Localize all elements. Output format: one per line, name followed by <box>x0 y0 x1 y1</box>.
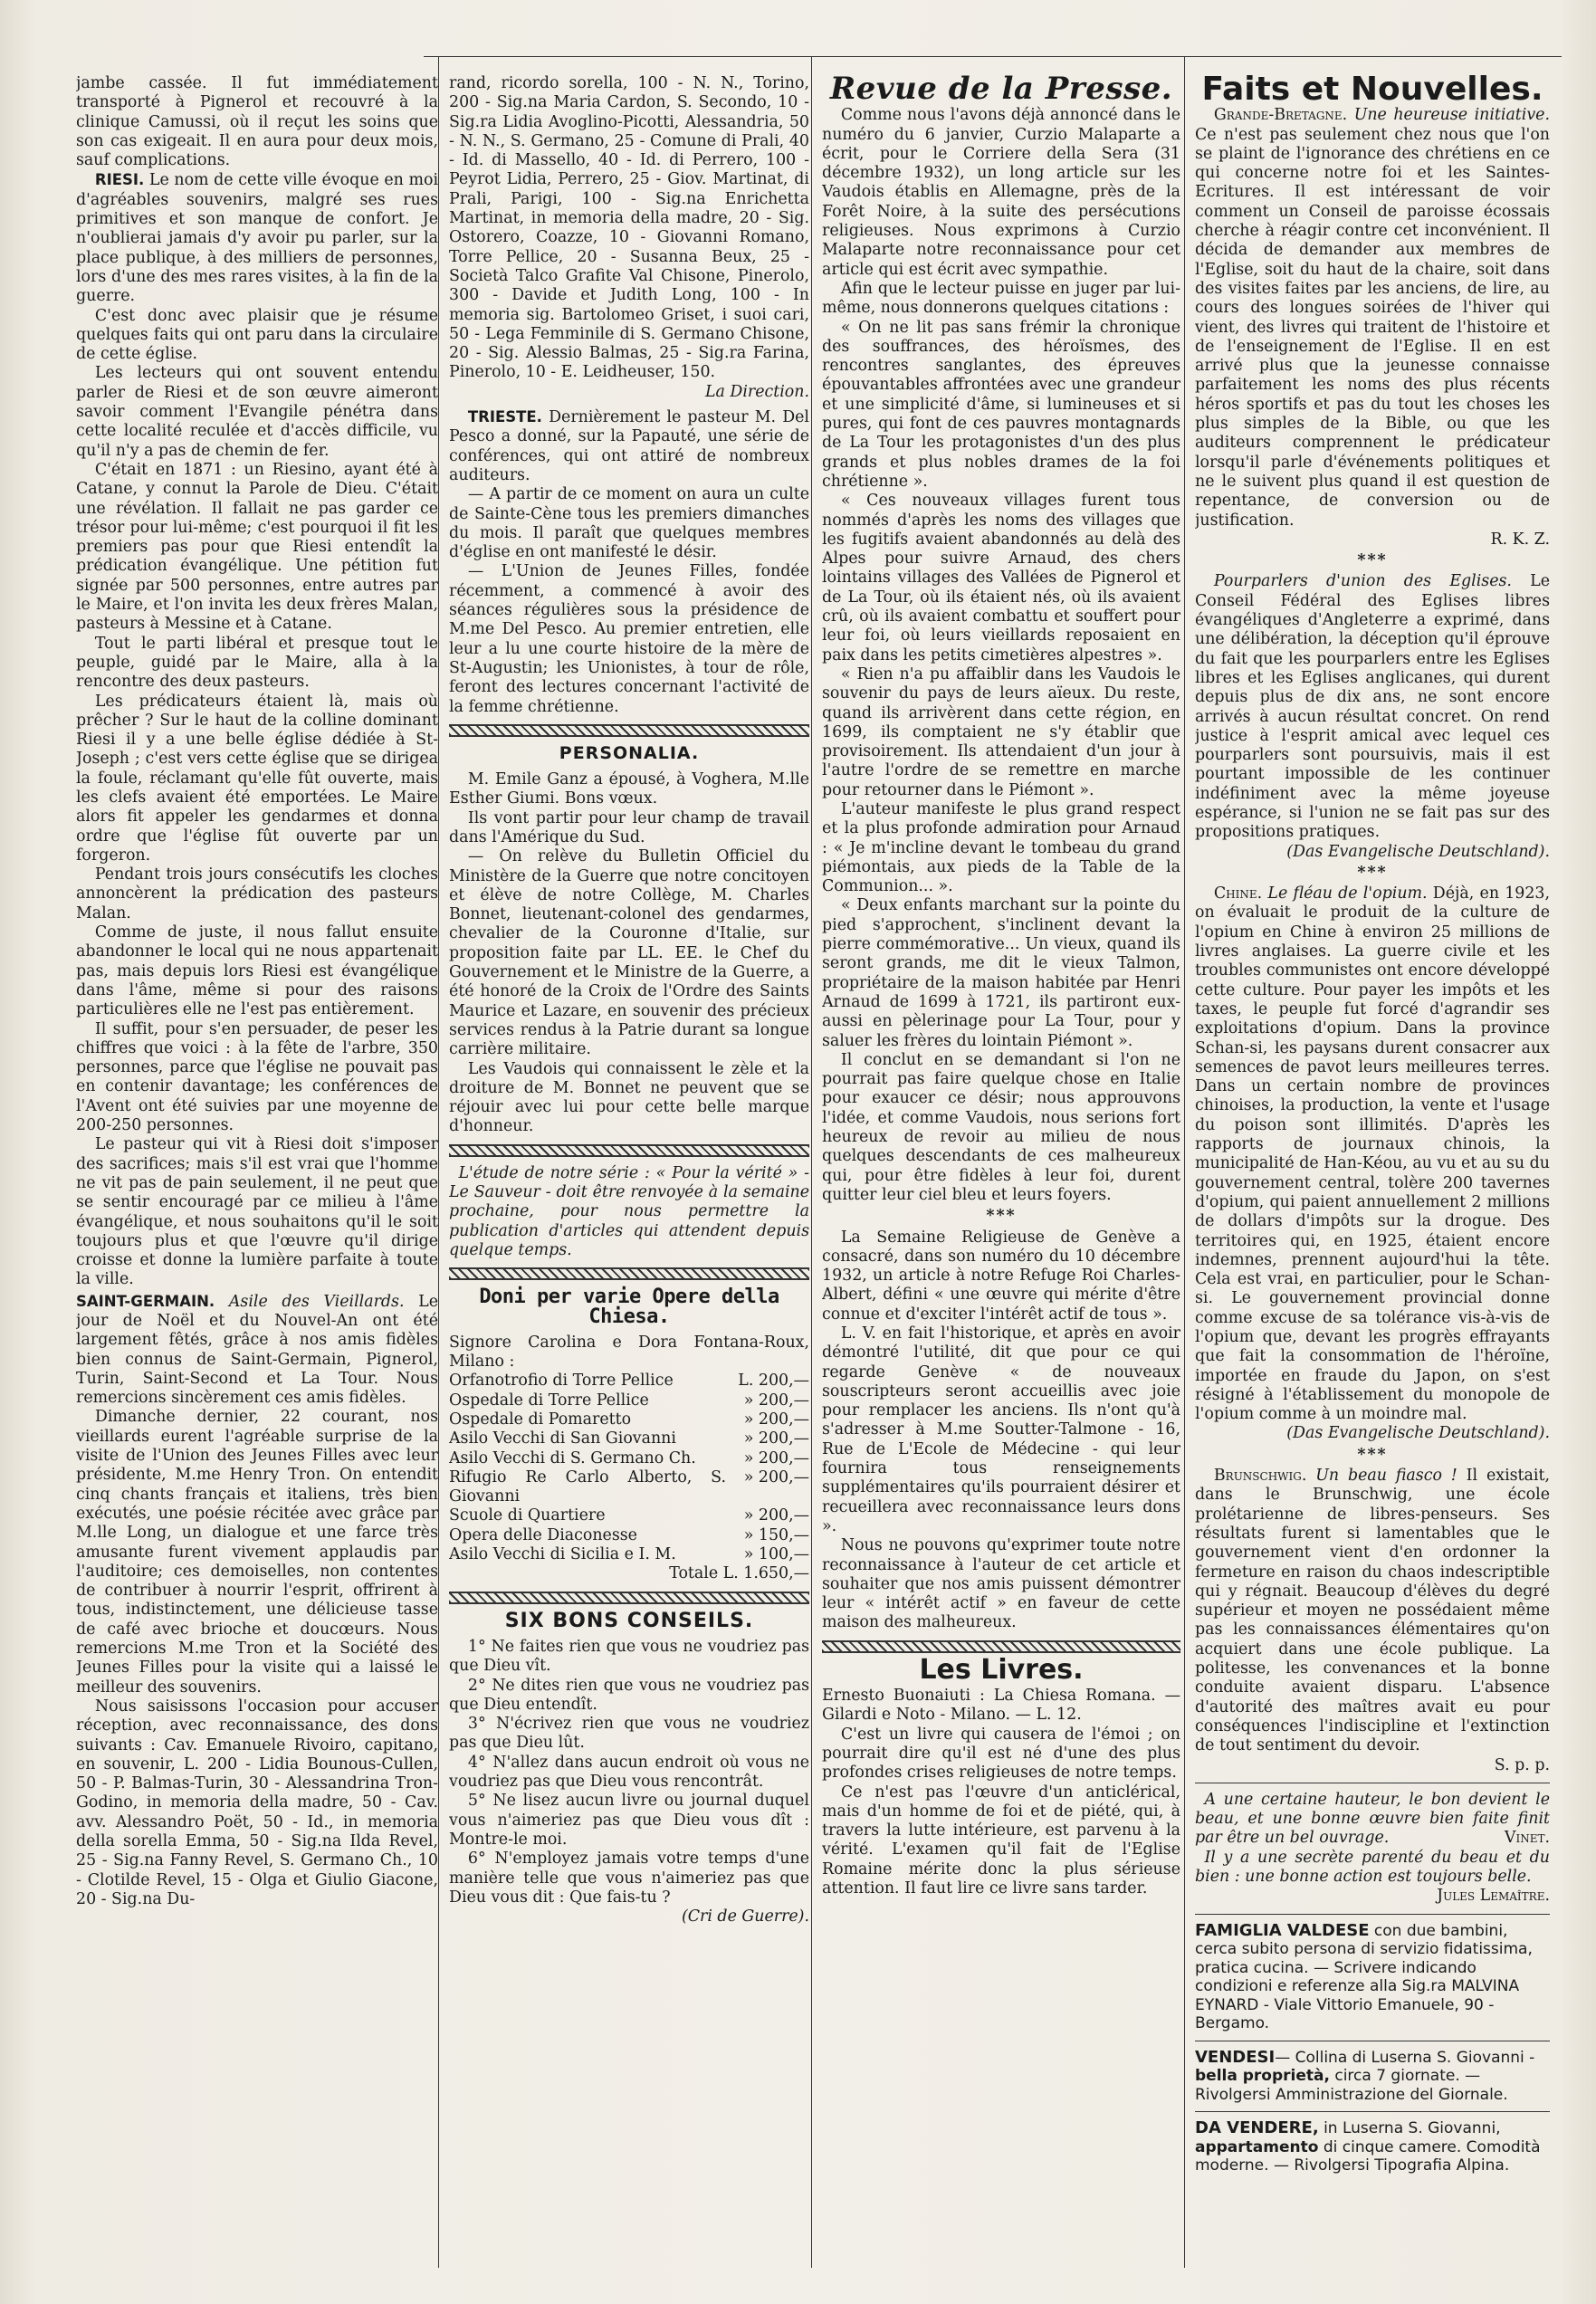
doni-total: Totale L. 1.650,— <box>669 1564 809 1583</box>
personalia-paragraph: M. Emile Ganz a épousé, à Voghera, M.lle Esther Giumi. Bons vœux. <box>449 770 809 808</box>
source-citation: (Das Evangelische Deutschland). <box>1286 1424 1550 1443</box>
conseil-item: 5° Ne lisez aucun livre ou journal duquel vous n'aimeriez pas que Dieu vous dît : Montre-le moi. <box>449 1792 809 1849</box>
news-item <box>1195 884 1550 1424</box>
revue-paragraph: « Deux enfants marchant sur la pointe du pied s'approchent, s'inclinent devant la pierre commémorative... Un vieux, quand ils seront grands, me dit le vieux Talmon, propriétaire de la maison habitée par Henri Arnaud de 1699 à 1721, ils partiront eux-aussi en pèlerinage pour La Tour, pour y saluer les frères du lointain Piémont ». <box>822 896 1180 1050</box>
doni-recipient: Scuole di Quartiere <box>449 1506 606 1525</box>
doni-row <box>449 1506 809 1525</box>
section-heading-six-conseils: SIX BONS CONSEILS. <box>504 1609 754 1632</box>
riesi-paragraph: Le pasteur qui vit à Riesi doit s'imposer des sacrifices; mais s'il est vrai que l'homme ne vit pas de pain seulement, il ne peut que se sentir encouragé par ce milieu à l'âme évangélique, et nous souhaitons qu'il le soit toujours plus et que l'œuvre qu'il dirige croisse et donne la lumière parfaite à toute la ville. <box>76 1135 438 1289</box>
section-heading-faits: Faits et Nouvelles. <box>1201 74 1543 108</box>
place-name-grande-bretagne: Grande-Bretagne. <box>1213 106 1348 125</box>
revue-paragraph: L. V. en fait l'historique, et après en avoir démontré l'utilité, dit que pour ce qui regarde Genève « de nouveaux souscripteurs seront accueillis avec joie pour remplacer les anciens. Ils n'ont qu'à s'adresser à M.me Soutter-Talmone - 16, Rue de L'Ecole de Médecine - qui leur fournira tous renseignements supplémentaires qu'ils pourraient désirer et recueillera avec reconnaissance leurs dons ». <box>822 1324 1180 1535</box>
ad-emphasis: bella proprietà, <box>1195 2067 1330 2086</box>
article-continuation: jambe cassée. Il fut immédiatement transporté à Pignerol et recouvré à la clinique Camussi, où il reçut les soins que son cas exigeait. Il en aura pour deux mois, sauf complications. <box>76 74 438 170</box>
section-heading-personalia: PERSONALIA. <box>559 742 700 763</box>
riesi-paragraph: C'était en 1871 : un Riesino, ayant été à Catane, y connut la Parole de Dieu. C'était une révélation. Il fallait ne pas garder ce trésor pour lui-même; c'est pourquoi il fit les premiers pas pour que Riesi entendît la prédication évangélique. Une pétition fut signée par 500 personnes, entre autres par le Maire, et l'on invita les deux frères Malan, pasteurs à Messine et à Catane. <box>76 460 438 634</box>
section-heading-livres: Les Livres. <box>919 1653 1084 1686</box>
news-item <box>1195 1467 1550 1755</box>
article-title: Asile des Vieillards. <box>228 1292 405 1311</box>
saint-germain-lead <box>76 1292 438 1409</box>
signature: R. K. Z. <box>1490 530 1550 549</box>
revue-paragraph: La Semaine Religieuse de Genève a consacré, dans son numéro du 10 décembre 1932, un article à notre Refuge Roi Charles-Albert, défini « une œuvre qui mérite d'être connue et d'exciter l'intérêt actif de tous ». <box>822 1228 1180 1324</box>
riesi-paragraph: Pendant trois jours consécutifs les cloches annoncèrent la prédication des pasteurs Malan. <box>76 865 438 923</box>
column-2 <box>449 74 809 2268</box>
news-title: Un beau fiasco ! <box>1315 1467 1457 1486</box>
conseils-list <box>449 1638 809 1907</box>
ad-heading: VENDESI <box>1195 2047 1276 2067</box>
signature: S. p. p. <box>1494 1755 1550 1774</box>
doni-recipient: Orfanotrofio di Torre Pellice <box>449 1372 674 1391</box>
source-citation: (Cri de Guerre). <box>681 1907 809 1926</box>
riesi-paragraph: Les lecteurs qui ont souvent entendu parler de Riesi et de son œuvre aimeront savoir comment l'Evangile pénétra dans cette localité reculée et d'accès difficile, vu qu'il n'y a pas de chemin de fer. <box>76 364 438 460</box>
ad-text: con due bambini, cerca subito persona di servizio fidatissima, pratica cucina. — Scrivere indicando condizioni e referenze alla Sig.ra MALVINA EYNARD - Viale Vittorio Emanuele, 90 - Bergamo. <box>1195 1921 1533 2033</box>
book-reference: Ernesto Buonaiuti : La Chiesa Romana. — Gilardi e Noto - Milano. — L. 12. <box>822 1687 1180 1725</box>
doni-amount: » 200,— <box>743 1467 809 1487</box>
conseil-item: 2° Ne dites rien que vous ne voudriez pas que Dieu entendît. <box>449 1676 809 1714</box>
ad-text: di cinque camere. Comodità moderne. — Rivolgersi Tipografia Alpina. <box>1195 2137 1541 2175</box>
ad-heading: DA VENDERE, <box>1195 2118 1319 2138</box>
doni-recipient: Asilo Vecchi di S. Germano Ch. <box>449 1448 696 1467</box>
quotation <box>1195 1849 1550 1888</box>
top-rule <box>424 56 1562 57</box>
trieste-lead <box>449 407 809 485</box>
news-item <box>1195 572 1550 842</box>
ad-text: circa 7 giornate. — Rivolgersi Amministrazione del Giornale. <box>1195 2067 1508 2104</box>
trieste-paragraph: — A partir de ce moment on aura un culte de Sainte-Cène tous les premiers dimanches du mois. Il paraît que quelques membres d'église en ont manifesté le désir. <box>449 485 809 562</box>
personalia-paragraph: Les Vaudois qui connaissent le zèle et la droiture de M. Bonnet ne peuvent que se réjouir avec lui pour cette belle marque d'honneur. <box>449 1059 809 1136</box>
personalia-paragraph: Ils vont partir pour leur champ de travail dans l'Amérique du Sud. <box>449 808 809 846</box>
doni-amount: » 150,— <box>743 1525 809 1544</box>
revue-paragraph: L'auteur manifeste le plus grand respect et la plus profonde admiration pour Arnaud : « Je m'incline devant le tombeau du grand piémontais, aux pieds de la Table de la Communion... ». <box>822 799 1180 896</box>
revue-paragraph: « Ces nouveaux villages furent tous nommés d'après les noms des villages que les fugitifs avaient abandonnés au delà des Alpes pour suivre Arnaud, des chers lointains villages des Vallées de Pignerol et de La Tour, où ils étaient nés, où ils avaient crû, où ils avaient combattu et souffert pour leur foi, où leurs vieillards reposaient en paix dans les petits cimetières alpestres ». <box>822 492 1180 664</box>
ornamental-divider <box>449 724 809 737</box>
place-name-trieste: TRIESTE. <box>467 408 542 426</box>
column-rule-2 <box>811 56 812 2268</box>
news-text: Déjà, en 1923, on évaluait le produit de la culture de l'opium en Chine à environ 25 millions de livres anglaises. La guerre civile et les troubles communistes ont encore développé cette culture. Pour payer les impôts et les taxes, le peuple fut forcé d'agrandir ses exploitations d'opium. Dans la province Schan-si, les paysans durent consacrer aux semences de pavot leurs meilleures terres. Dans un certain nombre de provinces chinoises, la production, la vente et l'usage du poison sont illimités. D'après les rapports de journaux chinois, la municipalité de Han-Kéou, au vu et au su du gouvernement central, tolère 200 tavernes d'opium, qui paient annuellement 2 millions de dollars d'impôts sur la drogue. Des territoires qui, en 1925, étaient encore indemnes, prennent aujourd'hui la tête. Cela est vrai, en particulier, pour le Schan-si. Le gouvernement provincial donne comme excuse de sa tolérance vis-à-vis de l'opium que, devant les progrès effrayants que fait la consommation de l'héroïne, importée en fraude du Japon, on s'est résigné à l'établissement du monopole de l'opium comme à un moindre mal. <box>1195 884 1550 1424</box>
doni-row <box>449 1468 809 1507</box>
doni-recipient: Rifugio Re Carlo Alberto, S. Giovanni <box>449 1467 726 1506</box>
conseil-item: 1° Ne faites rien que vous ne voudriez pas que Dieu vît. <box>449 1637 809 1676</box>
place-name-brunschwig: Brunschwig. <box>1213 1467 1307 1486</box>
section-stars: *** <box>1357 1445 1388 1464</box>
riesi-paragraph: Le nom de cette ville évoque en moi d'agréables souvenirs, malgré ses rues primitives et son manque de confort. Je n'oublierai jamais d'y avoir pu parler, sur la place publique, à des milliers de personnes, lors d'une des mes rares visites, à la fin de la guerre. <box>76 171 438 306</box>
doni-row <box>449 1545 809 1564</box>
quotation-author: Jules Lemaître. <box>1437 1887 1550 1906</box>
classified-ad-famiglia <box>1195 1922 1550 2033</box>
revue-paragraph: Afin que le lecteur puisse en juger par lui-même, nous donnerons quelques citations : <box>822 279 1180 318</box>
saint-germain-paragraph: Nous saisissons l'occasion pour accuser réception, avec reconnaissance, des dons suivants : Cav. Emanuele Rivoiro, capitano, en souvenir, L. 200 - Lidia Bounous-Cullen, 50 - P. Balmas-Turin, 30 - Alessandrina Tron-Godino, in memoria della madre, 50 - Cav. avv. Alessandro Poët, 50 - Id., in memoria della sorella Emma, 50 - Sig.na Ilda Revel, 25 - Sig.na Fanny Revel, S. Germano Ch., 10 - Clotilde Revel, 15 - Olga et Giulio Giacone, 20 - Sig.na Du- <box>76 1697 438 1908</box>
column-rule-1 <box>438 56 439 2268</box>
section-heading-revue: Revue de la Presse. <box>829 74 1173 107</box>
editorial-notice: L'étude de notre série : « Pour la vérité » - Le Sauveur - doit être renvoyée à la semaine prochaine, pour nous permettre la publication d'articles qui attendent depuis quelque temps. <box>449 1163 809 1259</box>
ad-text: in Luserna S. Giovanni, <box>1318 2119 1501 2138</box>
ad-text: — Collina di Luserna S. Giovanni - <box>1275 2048 1535 2067</box>
classified-ad-da-vendere <box>1195 2119 1550 2175</box>
section-heading-doni: Doni per varie Opere della Chiesa. <box>479 1286 779 1328</box>
ornamental-divider <box>449 1144 809 1157</box>
saint-germain-paragraph: Dimanche dernier, 22 courant, nos vieillards eurent l'agréable surprise de la visite de l'Union des Jeunes Filles avec leur présidente, M.me Henry Tron. On entendit cinq chants français et italiens, très bien exécutés, une poésie récitée avec grâce par M.lle Long, un dialogue et une farce très amusante furent vivement applaudis par l'auditoire; ces demoiselles, non contentes de contribuer à nourrir l'esprit, offrirent à tous, indistinctement, une délicieuse tasse de café avec brioche et doucœurs. Nous remercions M.me Tron et la Société des Jeunes Filles pour la visite qui a laissé le meilleur des souvenirs. <box>76 1408 438 1697</box>
livres-paragraph: Ce n'est pas l'œuvre d'un anticlérical, mais d'un homme de foi et de piété, qui, à travers la lutte intérieure, est parvenu à la vérité. L'examen qu'il fait de l'Eglise Romaine mérite donc la plus sérieuse attention. Il faut lire ce livre sans tarder. <box>822 1783 1180 1898</box>
classified-ad-vendesi <box>1195 2049 1550 2105</box>
revue-paragraph: « On ne lit pas sans frémir la chronique des souffrances, des héroïsmes, des rencontres sanglantes, des épreuves épouvantables affrontées avec une grandeur et une simplicité d'âme, si lumineuses et si pures, qui font de ces pauvres montagnards de La Tour les protagonistes d'un des plus grands et plus nobles drames de la foi chrétienne ». <box>822 318 1180 491</box>
column-rule-3 <box>1184 56 1185 2268</box>
divider-line <box>1195 1914 1550 1915</box>
news-item <box>1195 106 1550 531</box>
ornamental-divider <box>822 1640 1180 1653</box>
doni-recipient: Asilo Vecchi di Sicilia e I. M. <box>449 1545 676 1564</box>
news-text: Il existait, dans le Brunschwig, une école prolétarienne de libres-penseurs. Ses résultats furent si lamentables que le gouvernement vient d'en ordonner la fermeture en raison du chaos indescriptible qui y régnait. Beaucoup d'élèves du degré supérieur et moyen ne possédaient même pas les connaissances élémentaires qu'on acquiert dans une école publique. La politesse, les convenances et la bonne conduite avaient disparu. L'absence d'autorité des maîtres avait eu pour conséquences l'indiscipline et l'extinction de tout sentiment du devoir. <box>1195 1467 1550 1755</box>
news-title: Pourparlers d'union des Eglises. <box>1213 572 1512 591</box>
news-text: Le Conseil Fédéral des Eglises libres évangéliques d'Angleterre a exprimé, dans une délibération, la déception qu'il éprouve du fait que les pourparlers entre les Eglises libres et les Eglises anglicanes, qui durent depuis plus de dix ans, ne sont encore arrivés à aucun résultat concret. On rend justice à l'esprit amical avec lequel ces pourparlers sont poursuivis, mais il est pourtant impossible de les continuer indéfiniment avec la même joyeuse espérance, si l'union ne se fait pas sur des propositions pratiques. <box>1195 572 1550 842</box>
riesi-paragraph: Tout le parti libéral et presque tout le peuple, guidé par le Maire, alla à la rencontre des deux pasteurs. <box>76 634 438 692</box>
quotation-text: Il y a une secrète parenté du beau et du bien : une bonne action est toujours belle. <box>1195 1848 1550 1887</box>
ornamental-divider <box>449 1592 809 1604</box>
riesi-paragraph: Il suffit, pour s'en persuader, de peser les chiffres que voici : à la fête de l'arbre, 350 personnes, parce que l'église ne pouvait pas en contenir davantage; les conférences de l'Avent ont été suivies par une moyenne de 200-250 personnes. <box>76 1019 438 1135</box>
quotation-text: A une certaine hauteur, le bon devient le beau, et une bonne œuvre bien faite finit par être un bel ouvrage. <box>1195 1790 1550 1848</box>
doni-amount: » 100,— <box>743 1545 809 1564</box>
trieste-paragraph: — L'Union de Jeunes Filles, fondée récemment, a commencé à avoir des séances régulières sous la présidence de M.me Del Pesco. Au premier entretien, elle leur a lu une courte histoire de la mère de St-Augustin; les Unionistes, à tour de rôle, feront des lectures concernant l'activité de la femme chrétienne. <box>449 562 809 716</box>
source-citation: (Das Evangelische Deutschland). <box>1286 842 1550 861</box>
quotation <box>1195 1791 1550 1849</box>
doni-recipient: Ospedale di Torre Pellice <box>449 1391 649 1410</box>
column-1 <box>76 74 438 2268</box>
doni-row <box>449 1449 809 1468</box>
conseil-item: 4° N'allez dans aucun endroit où vous ne voudriez pas que Dieu vous rencontrât. <box>449 1753 809 1792</box>
riesi-paragraph: Comme de juste, il nous fallut ensuite abandonner le local qui ne nous appartenait pas, mais depuis lors Riesi est évangélique dans l'âme, même si pour des raisons particulières elle ne l'est pas entièrement. <box>76 923 438 1019</box>
doni-row <box>449 1410 809 1429</box>
doni-recipient: Opera delle Diaconesse <box>449 1525 637 1544</box>
place-name-chine: Chine. <box>1213 884 1263 903</box>
news-title: Le fléau de l'opium. <box>1267 884 1428 903</box>
column-3 <box>822 74 1180 2268</box>
doni-row <box>449 1526 809 1545</box>
donations-list: rand, ricordo sorella, 100 - N. N., Torino, 200 - Sig.na Maria Cardon, S. Secondo, 10 - Sig.ra Lidia Avoglino-Picotti, Alessandria, 50 - N. N., S. Germano, 25 - Comune di Prali, 40 - Id. di Massello, 40 - Id. di Perrero, 100 - Peyrot Lidia, Perrero, 25 - Giov. Martinat, di Prali, Parigi, 100 - Sig.na Enrichetta Martinat, in memoria della madre, 20 - Sig. Ostorero, Coazze, 10 - Giovanni Romano, Torre Pellice, 20 - Susanna Beux, 25 - Società Talco Grafite Val Chisone, Pinerolo, 300 - Davide et Judith Long, 100 - In memoria sig. Bartolomeo Griset, i suoi cari, 50 - Lega Femminile di S. Germano Chisone, 20 - Sig. Alessio Balmas, 25 - Sig.ra Farina, Pinerolo, 10 - E. Leidheuser, 150. <box>449 74 809 382</box>
doni-row <box>449 1429 809 1448</box>
column-4 <box>1195 74 1550 2268</box>
quotation-author: Vinet. <box>1504 1829 1550 1848</box>
news-title: Une heureuse initiative. <box>1353 106 1550 125</box>
ornamental-divider <box>449 1267 809 1280</box>
conseil-item: 3° N'écrivez rien que vous ne voudriez pas que Dieu lût. <box>449 1715 809 1753</box>
ad-heading: FAMIGLIA VALDESE <box>1195 1920 1370 1940</box>
revue-paragraph: « Rien n'a pu affaiblir dans les Vaudois le souvenir du pays de leurs aïeux. Du reste, quand ils arrivèrent dans cette région, en 1699, ils comptaient ne s'y établir que provisoirement. Ils attendaient d'un jour à l'autre l'ordre de se remettre en marche pour retourner dans le Piémont ». <box>822 664 1180 799</box>
section-stars: *** <box>986 1207 1017 1226</box>
doni-recipient: Ospedale di Pomaretto <box>449 1410 632 1429</box>
doni-row <box>449 1372 809 1391</box>
place-name-riesi: RIESI. <box>94 171 145 189</box>
doni-recipient: Asilo Vecchi di San Giovanni <box>449 1429 676 1448</box>
doni-row <box>449 1391 809 1410</box>
riesi-paragraph: C'est donc avec plaisir que je résume quelques faits qui ont paru dans la circulaire de cette église. <box>76 306 438 364</box>
doni-amount: » 200,— <box>743 1448 809 1467</box>
doni-donor: Signore Carolina e Dora Fontana-Roux, Milano : <box>449 1333 809 1372</box>
section-stars: *** <box>1357 551 1388 570</box>
doni-amount: » 200,— <box>743 1429 809 1448</box>
riesi-paragraph: Les prédicateurs étaient là, mais où prêcher ? Sur le haut de la colline dominant Riesi il y a une belle église dédiée à St-Joseph ; c'est vers cette église que se dirigea la foule, réclamant qu'elle fût ouverte, mais les clefs avaient été emportées. Le Maire alors fit appeler les gendarmes et donna ordre que l'église fût ouverte par un forgeron. <box>76 692 438 865</box>
signature: La Direction. <box>704 382 809 401</box>
livres-paragraph: C'est un livre qui causera de l'émoi ; on pourrait dire qu'il est né d'une des plus profondes crises religieuses de notre temps. <box>822 1725 1180 1783</box>
revue-paragraph: Nous ne pouvons qu'exprimer toute notre reconnaissance à l'auteur de cet article et souhaiter que nos amis puissent démontrer leur « intérêt actif » en faveur de cette maison des malheureux. <box>822 1536 1180 1632</box>
divider-line <box>1195 2111 1550 2112</box>
revue-paragraph: Il conclut en se demandant si l'on ne pourrait pas faire quelque chose en Italie pour exaucer ce désir; nous approuvons l'idée, et comme Vaudois, nous serions fort heureux de revoir au milieu de nous quelques descendants de ces malheureux qui, pour être fidèles à leur foi, durent quitter leur ciel bleu et leurs foyers. <box>822 1050 1180 1204</box>
revue-paragraph: Comme nous l'avons déjà annoncé dans le numéro du 6 janvier, Curzio Malaparte a écrit, pour le Corriere della Sera (31 décembre 1932), un long article sur les Vaudois établis en Allemagne, près de la Forêt Noire, à la suite des persécutions religieuses. Nous exprimons à Curzio Malaparte notre reconnaissance pour cet article qui est écrit avec sympathie. <box>822 106 1180 279</box>
conseil-item: 6° N'employez jamais votre temps d'une manière telle que vous n'aimeriez pas que Dieu vous dit : Que fais-tu ? <box>449 1850 809 1907</box>
saint-germain-paragraph: Le jour de Noël et du Nouvel-An ont été largement fêtés, grâce à nos amis fidèles bien connus de Saint-Germain, Pignerol, Turin, Saint-Second et La Tour. Nous remercions sincèrement ces amis fidèles. <box>76 1292 438 1408</box>
ad-emphasis: appartamento <box>1195 2137 1319 2156</box>
trieste-paragraph: Dernièrement le pasteur M. Del Pesco a donné, sur la Papauté, une série de conférences, qui ont attiré de nombreux auditeurs. <box>449 408 809 484</box>
doni-amount: » 200,— <box>743 1410 809 1429</box>
doni-list <box>449 1372 809 1564</box>
doni-amount: L. 200,— <box>738 1372 809 1391</box>
place-name-saint-germain: SAINT-GERMAIN. <box>76 1292 215 1310</box>
riesi-lead <box>76 170 438 306</box>
personalia-paragraph: — On relève du Bulletin Officiel du Ministère de la Guerre que notre concitoyen et élève de notre Collège, M. Charles Bonnet, lieutenant-colonel des gendarmes, chevalier de la Couronne d'Italie, sur proposition faite par LL. EE. le Chef du Gouvernement et le Ministre de la Guerre, a été honoré de la Croix de l'Ordre des Saints Maurice et Lazare, en souvenir des précieux services rendus à la Patrie durant sa longue carrière militaire. <box>449 847 809 1059</box>
news-text: Ce n'est pas seulement chez nous que l'on se plaint de l'ignorance des chrétiens en ce qui concerne notre foi et les Saintes-Ecritures. Il est intéressant de voir comment un Conseil de paroisse écossais cherche à réagir contre cet inconvénient. Il décida de demander aux membres de l'Eglise, soit du haut de la chaire, soit dans des visites faites par les anciens, de lire, au cours des longues soirées de l'hiver qui vient, des livres qui traitent de l'histoire et de l'enseignement de l'Eglise. Il en est arrivé plus que la jeunesse connaisse parfaitement les noms des plus récents héros sportifs et pas du tout les choses les plus simples de la Bible, ou que les auditeurs comprennent le prédicateur lorsqu'il parle d'événements politiques et ne le suivent plus quand il est question de repentance, de conversion ou de justification. <box>1195 125 1550 530</box>
doni-amount: » 200,— <box>743 1506 809 1525</box>
doni-amount: » 200,— <box>743 1391 809 1410</box>
section-stars: *** <box>1357 863 1388 882</box>
